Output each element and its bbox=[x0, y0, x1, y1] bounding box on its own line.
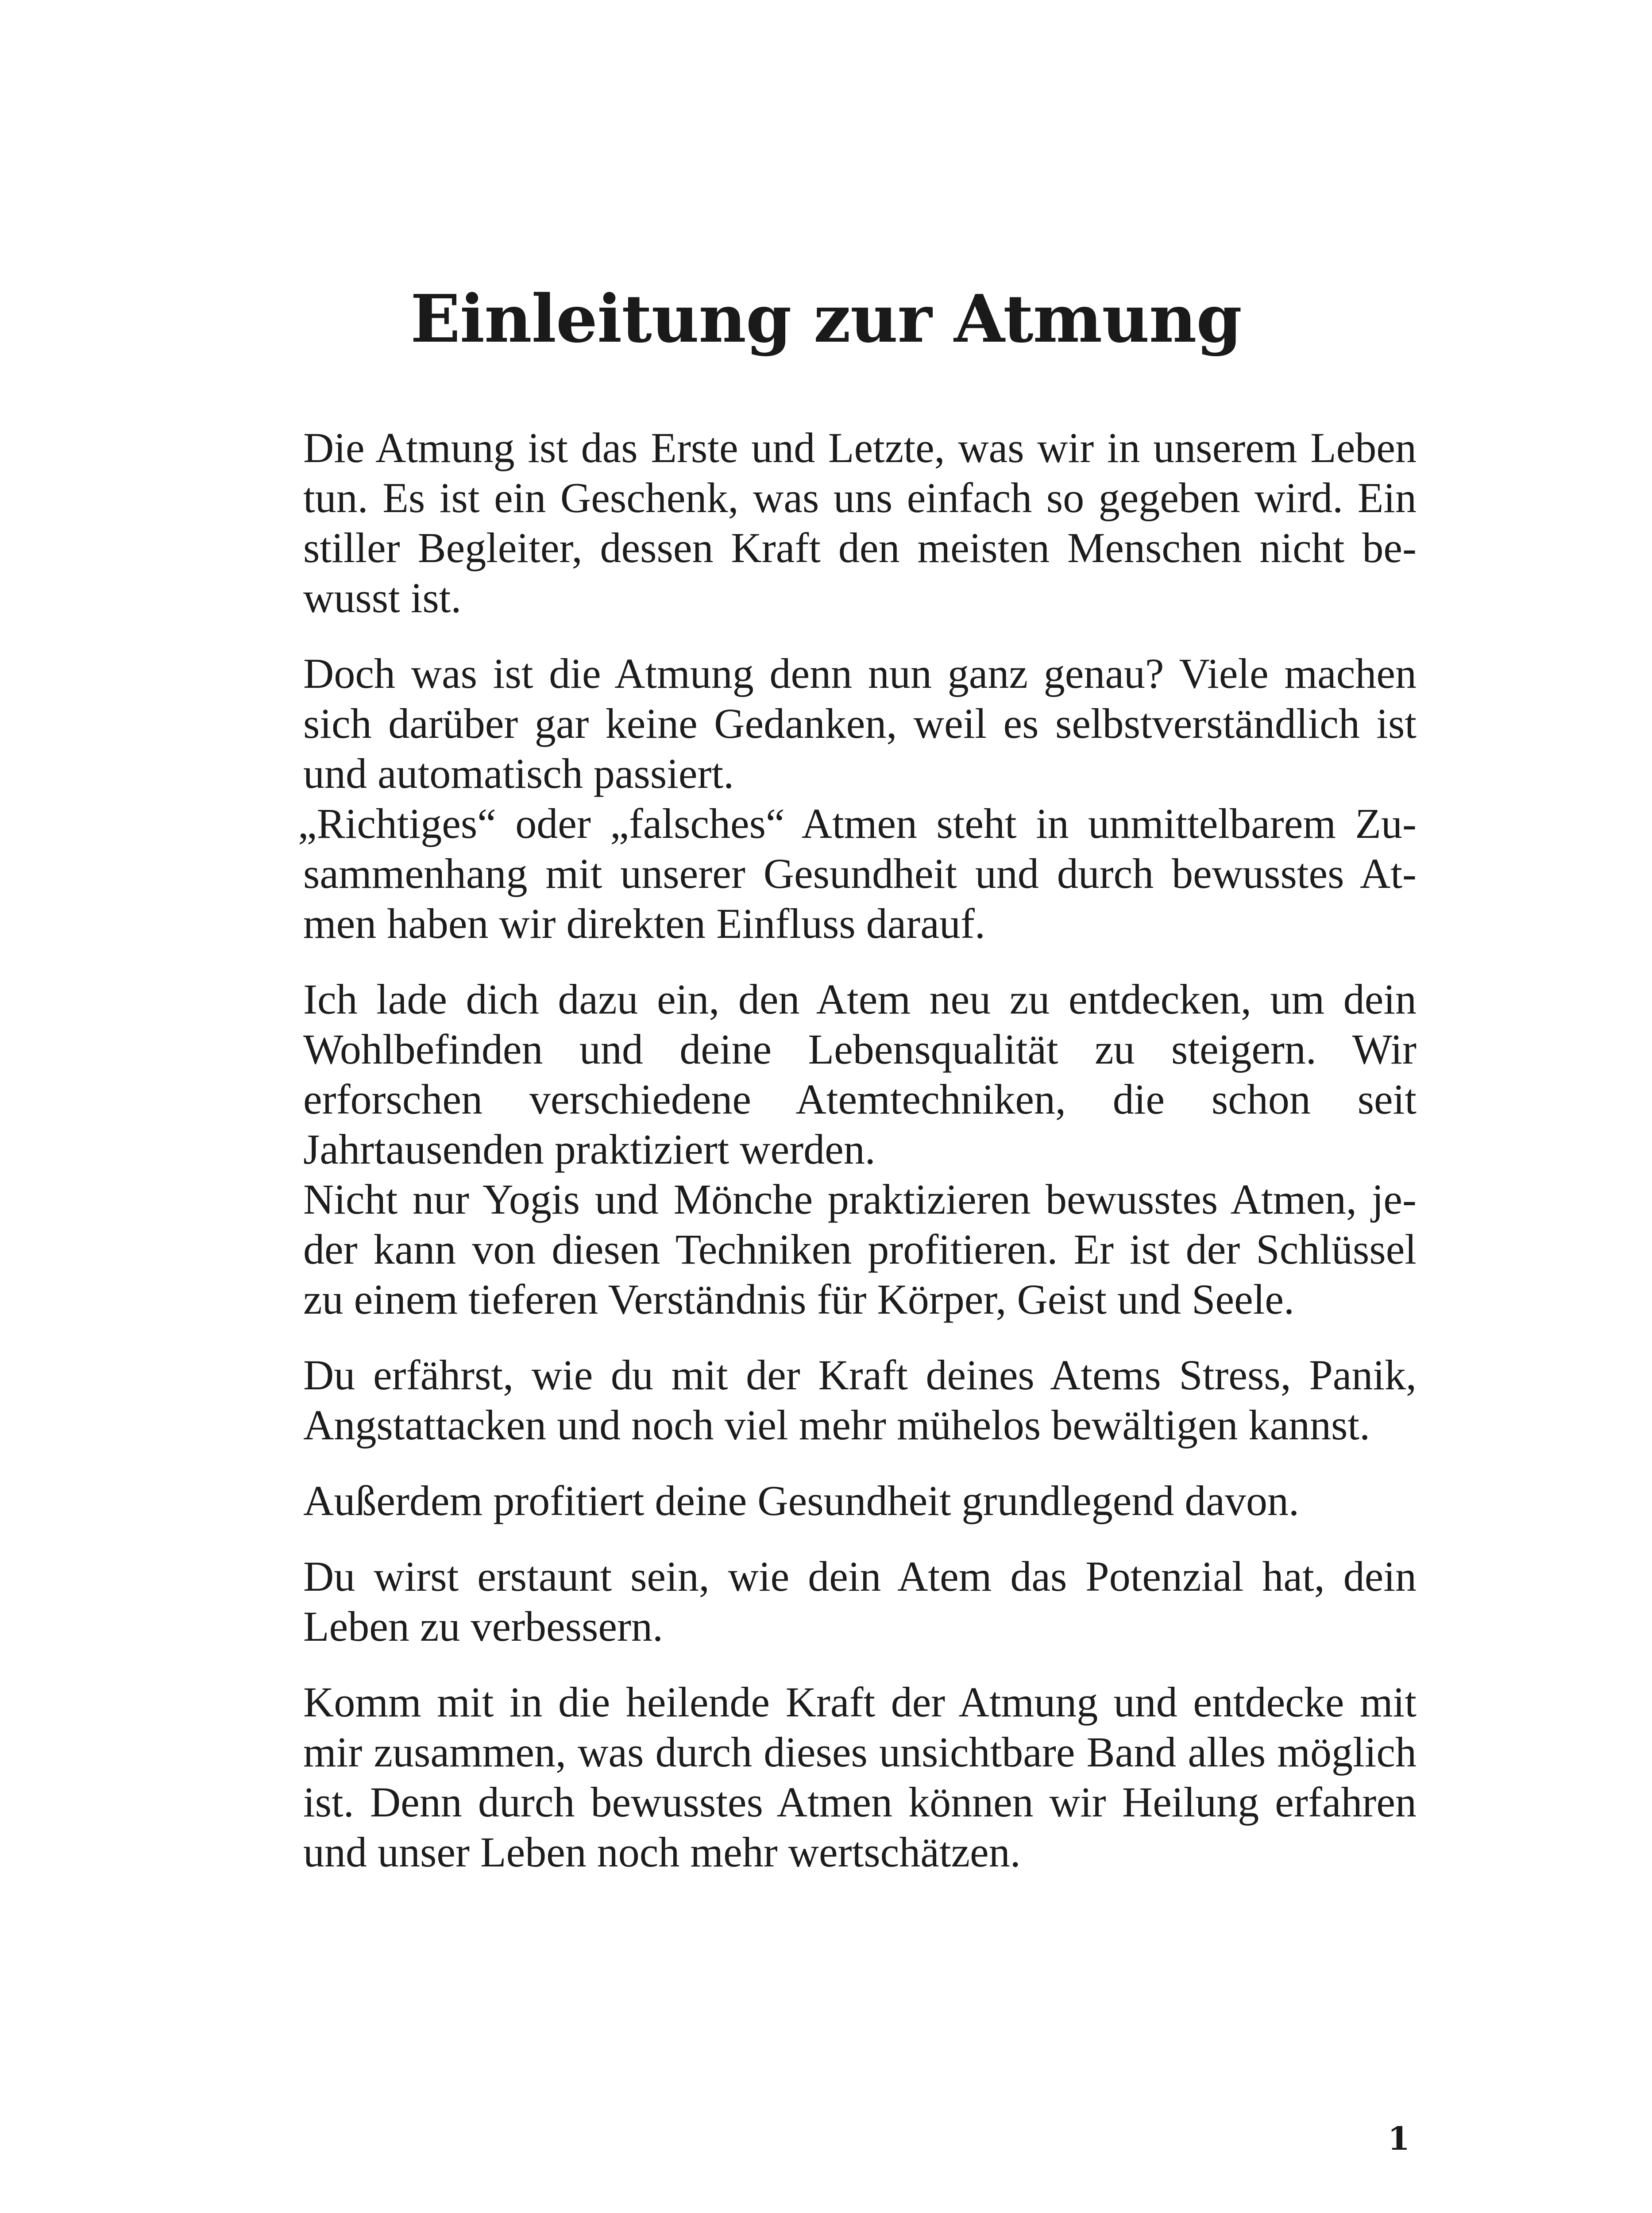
paragraph-2: Doch was ist die Atmung denn nun ganz genau? Viele machen sich darüber gar keine Gedanken, weil es selbstverständlich ist und automatisch passiert. bbox=[303, 650, 1417, 797]
paragraph-9: Komm mit in die heilende Kraft der Atmung und entdecke mit mir zusammen, was durch dieses unsichtbare Band alles möglich ist. Denn durch bewusstes Atmen können wir Heilung erfahren und unser Leben noch mehr wertschätzen. bbox=[303, 1678, 1417, 1876]
body-text bbox=[298, 423, 1417, 1903]
paragraph-1: Die Atmung ist das Erste und Letzte, was wir in unserem Leben tun. Es ist ein Geschenk, was uns einfach so gegeben wird. Ein stiller Begleiter, dessen Kraft den meisten Menschen nicht bewusst ist. bbox=[303, 424, 1417, 621]
paragraph-7: Außerdem profitiert deine Gesundheit grundlegend davon. bbox=[303, 1477, 1299, 1524]
paragraph-3: „Richtiges“ oder „falsches“ Atmen steht in unmittelbarem Zusammenhang mit unserer Gesundheit und durch bewusstes Atmen haben wir direkten Einfluss darauf. bbox=[298, 800, 1417, 947]
page-number: 1 bbox=[1388, 2120, 1410, 2157]
paragraph-4: Ich lade dich dazu ein, den Atem neu zu entdecken, um dein Wohlbefinden und deine Lebensqualität zu steigern. Wir erforschen verschiedene Atemtechniken, die schon seit Jahrtausenden praktiziert werden. bbox=[303, 975, 1417, 1173]
chapter-title: Einleitung zur Atmung bbox=[410, 280, 1242, 357]
paragraph-5: Nicht nur Yogis und Mönche praktizieren bewusstes Atmen, jeder kann von diesen Techniken profitieren. Er ist der Schlüssel zu einem tieferen Verständnis für Körper, Geist und Seele. bbox=[303, 1176, 1417, 1323]
paragraph-6: Du erfährst, wie du mit der Kraft deines Atems Stress, Panik, Angstattacken und noch viel mehr mühelos bewältigen kannst. bbox=[303, 1351, 1417, 1449]
paragraph-8: Du wirst erstaunt sein, wie dein Atem das Potenzial hat, dein Leben zu verbessern. bbox=[303, 1553, 1417, 1650]
